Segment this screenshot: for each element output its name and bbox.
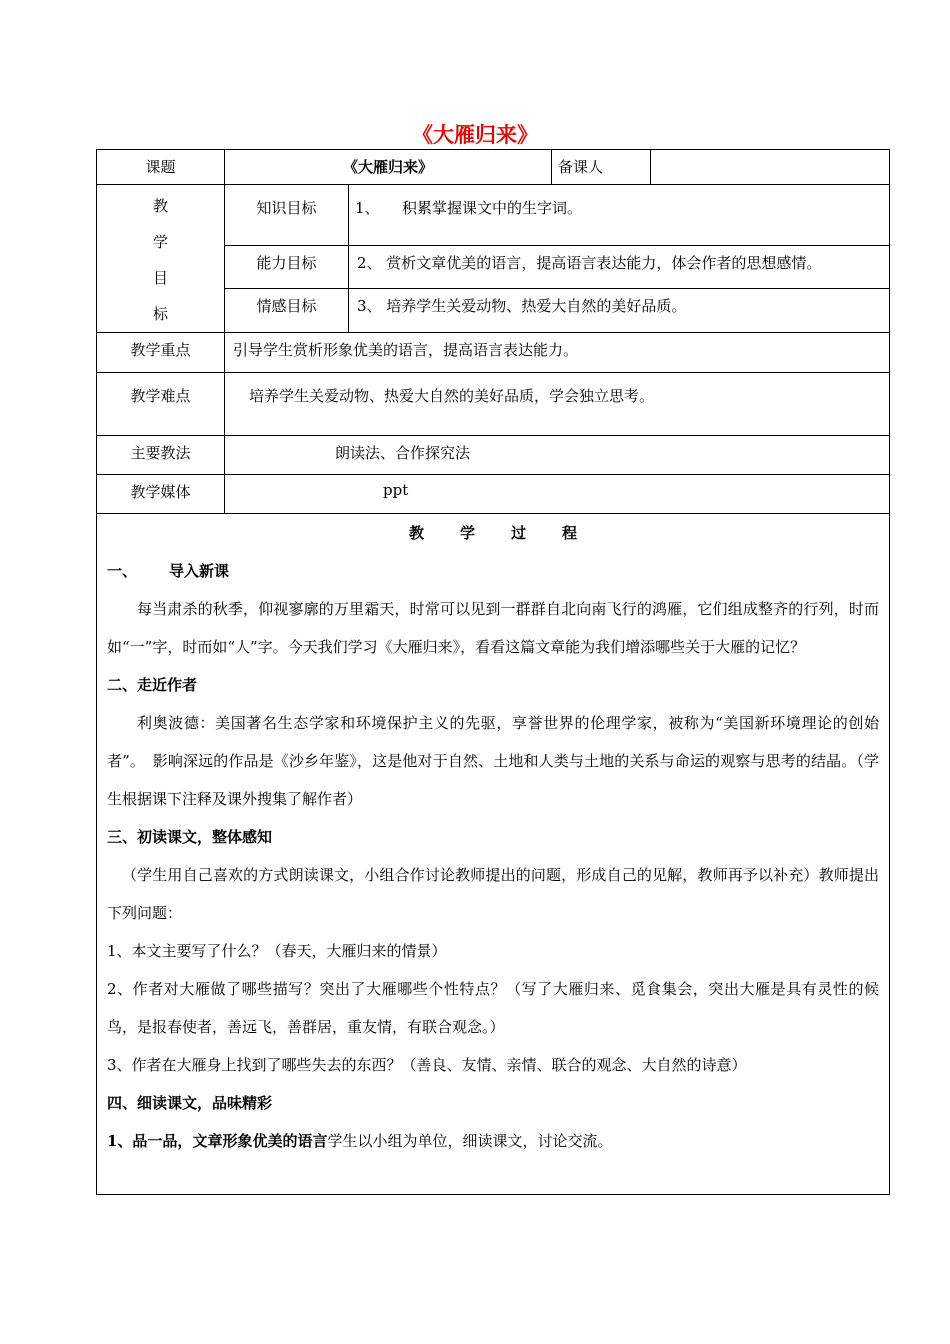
media-label: 教学媒体: [97, 475, 225, 514]
goal-text-emotion: 3、 培养学生关爱动物、热爱大自然的美好品质。: [349, 289, 890, 333]
goal-text-ability: 2、 赏析文章优美的语言，提高语言表达能力，体会作者的思想感情。: [349, 246, 890, 289]
section-1-heading: 导入新课: [169, 562, 230, 580]
teacher-label: 备课人: [552, 150, 651, 185]
section-4-item-1-rest: 学生以小组为单位，细读课文，讨论交流。: [327, 1132, 613, 1150]
subject-value: 《大雁归来》: [225, 150, 552, 185]
goal-text-knowledge: 1、 积累掌握课文中的生字词。: [349, 185, 890, 246]
row-difficulty: [97, 373, 890, 436]
row-process: [97, 514, 890, 1195]
method-label: 主要教法: [97, 436, 225, 475]
section-2-paragraph: 利奥波德：美国著名生态学家和环境保护主义的先驱，享誉世界的伦理学家，被称为“美国新环境理论的创始者”。 影响深远的作品是《沙乡年鉴》，这是他对于自然、土地和人类与土地的关系与命运的观察与思考的结晶。（学生根据课下注释及课外搜集了解作者）: [107, 714, 880, 808]
section-1-number: 一、: [107, 562, 138, 580]
section-1-paragraph: 每当肃杀的秋季，仰视寥廓的万里霜天，时常可以见到一群群自北向南飞行的鸿雁，它们组成整齐的行列，时而如“一”字，时而如“人”字。今天我们学习《大雁归来》，看看这篇文章能为我们增添哪些关于大雁的记忆？: [107, 600, 880, 656]
document-title: 《大雁归来》: [412, 122, 538, 147]
row-method: [97, 436, 890, 475]
question-2: 2、作者对大雁做了哪些描写？突出了大雁哪些个性特点？（写了大雁归来、觅食集会，突出大雁是具有灵性的候鸟，是报春使者，善远飞，善群居，重友情，有联合观念。）: [107, 980, 880, 1036]
row-subject: [97, 150, 890, 185]
section-1-title: [107, 552, 879, 590]
goals-label-char: 教: [152, 197, 168, 215]
process-heading: [107, 518, 879, 548]
goals-label: [97, 185, 225, 333]
row-media: [97, 475, 890, 514]
key-label: 教学重点: [97, 333, 225, 373]
goal-label-knowledge: 知识目标: [225, 185, 349, 246]
row-goal-knowledge: [97, 185, 890, 246]
process-cell: [97, 514, 890, 1195]
section-3-title: 三、初读课文，整体感知: [107, 828, 273, 846]
key-text: 引导学生赏析形象优美的语言，提高语言表达能力。: [225, 333, 890, 373]
row-key-point: [97, 333, 890, 373]
process-heading-char: 学: [459, 524, 475, 542]
goals-label-char: 目: [152, 269, 168, 287]
section-4-item-1-bold: 1、品一品，文章形象优美的语言: [107, 1132, 328, 1150]
goal-label-ability: 能力目标: [225, 246, 349, 289]
process-heading-char: 教: [408, 524, 424, 542]
goals-label-char: 标: [152, 305, 168, 323]
section-2-title: 二、走近作者: [107, 676, 198, 694]
difficulty-text: 培养学生关爱动物、热爱大自然的美好品质，学会独立思考。: [225, 373, 890, 436]
process-heading-char: 过: [511, 524, 527, 542]
process-heading-char: 程: [562, 524, 578, 542]
subject-label: 课题: [97, 150, 225, 185]
goal-label-emotion: 情感目标: [225, 289, 349, 333]
section-4-item-1: [107, 1122, 879, 1160]
question-1: 1、本文主要写了什么？（春天，大雁归来的情景）: [107, 942, 447, 960]
section-3-paragraph: （学生用自己喜欢的方式朗读课文，小组合作讨论教师提出的问题，形成自己的见解，教师再予以补充）教师提出下列问题：: [107, 866, 880, 922]
question-3: 3、作者在大雁身上找到了哪些失去的东西？（善良、友情、亲情、联合的观念、大自然的诗意）: [107, 1056, 747, 1074]
lesson-plan-table: [96, 149, 890, 1195]
method-text: 朗读法、合作探究法: [225, 436, 890, 475]
media-text: ppt: [225, 475, 890, 514]
section-4-title: 四、细读课文，品味精彩: [107, 1094, 273, 1112]
difficulty-label: 教学难点: [97, 373, 225, 436]
teacher-value: [651, 150, 890, 185]
goals-label-char: 学: [152, 233, 168, 251]
